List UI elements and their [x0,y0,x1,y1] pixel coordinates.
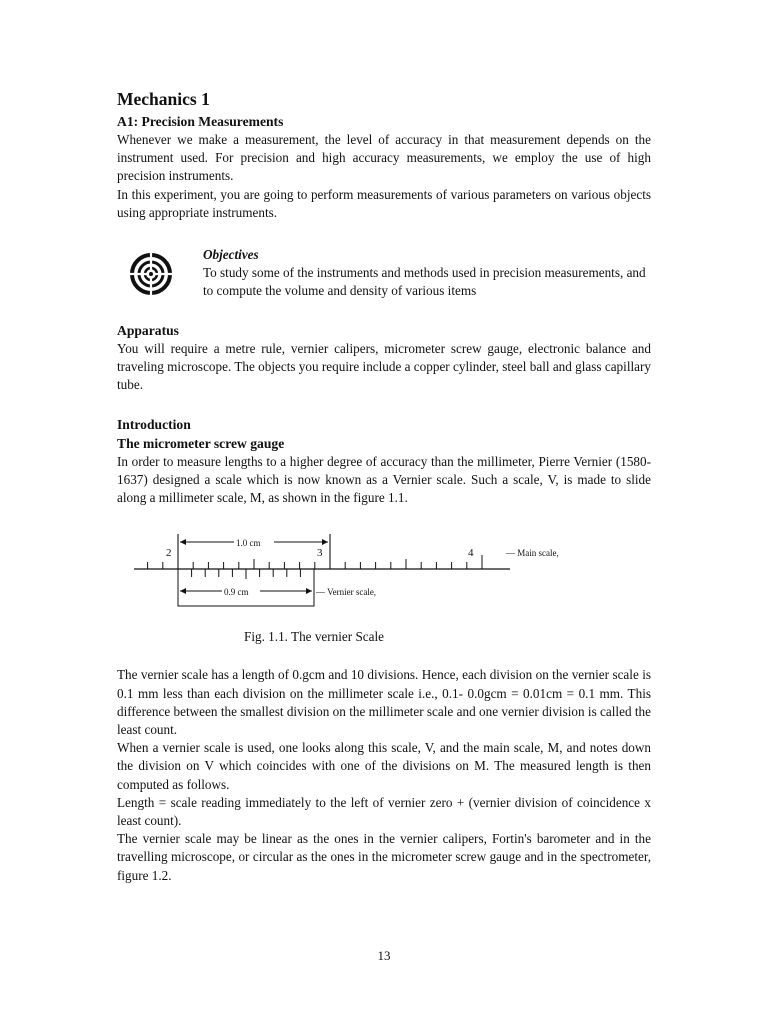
body-paragraph-4: The vernier scale may be linear as the ones in the vernier calipers, Fortin's barometer and in the travelling microscope, or circular as the ones in the micrometer screw gauge and in the spectrometer, figure 1.2. [117,831,651,883]
main-number-3: 3 [317,547,323,560]
page-number: 13 [377,948,391,963]
introduction-subheading: The micrometer screw gauge [117,435,285,451]
section-heading: A1: Precision Measurements [117,114,284,129]
body-paragraph-3: Length = scale reading immediately to the left of vernier zero + (vernier division of coincidence x least count). [117,794,651,829]
vernier-scale-figure [130,525,651,620]
intro-paragraph-1: Whenever we make a measurement, the level of accuracy in that measurement depends on the instrument used. For precision and high accuracy measurements, we employ the use of high precision instruments. [117,132,651,184]
introduction-text: In order to measure lengths to a higher degree of accuracy than the millimeter, Pierre Vernier (1580-1637) designed a scale which is now known as a Vernier scale. Such a scale, V, is made to slide along a millimeter scale, M, as shown in the figure 1.1. [117,453,651,506]
main-scale-ticks [148,555,482,569]
objectives-heading: Objectives [203,247,259,263]
body-paragraph-2: When a vernier scale is used, one looks along this scale, V, and the main scale, M, and notes down the division on V which coincides with one of the divisions on M. The measured length is then computed as follows. [117,740,651,792]
page-title: Mechanics 1 [117,89,210,109]
label-1-0-cm: 1.0 cm [236,538,261,549]
figure-caption: Fig. 1.1. The vernier Scale [244,629,385,645]
target-icon [117,246,203,301]
vernier-scale-label: — Vernier scale, [316,587,377,598]
apparatus-text: You will require a metre rule, vernier calipers, micrometer screw gauge, electronic balance and traveling microscope. The objects you require include a copper cylinder, steel ball and glass capillary tube. [117,341,651,393]
vernier-scale-ticks [178,569,314,581]
vernier-scale-diagram [130,525,560,615]
introduction-heading: Introduction [117,416,191,432]
main-number-2: 2 [166,547,172,560]
intro-paragraph-2: In this experiment, you are going to perform measurements of various parameters on various objects using appropriate instruments. [117,186,651,220]
main-number-4: 4 [468,547,474,560]
label-0-9-cm: 0.9 cm [224,587,249,598]
document-page [117,86,651,885]
objectives-block [117,246,651,301]
objectives-text: To study some of the instruments and methods used in precision measurements, and to compute the volume and density of various items [203,265,646,299]
body-paragraph-1: The vernier scale has a length of 0.gcm and 10 divisions. Hence, each division on the vernier scale is 0.1 mm less than each division on the millimeter scale i.e., 0.1- 0.0gcm = 0.01cm = 0.1 mm. This difference between the smallest division on the millimeter scale and one vernier division is called the least count. [117,667,651,738]
main-scale-label: — Main scale, [506,548,559,559]
apparatus-heading: Apparatus [117,323,179,339]
